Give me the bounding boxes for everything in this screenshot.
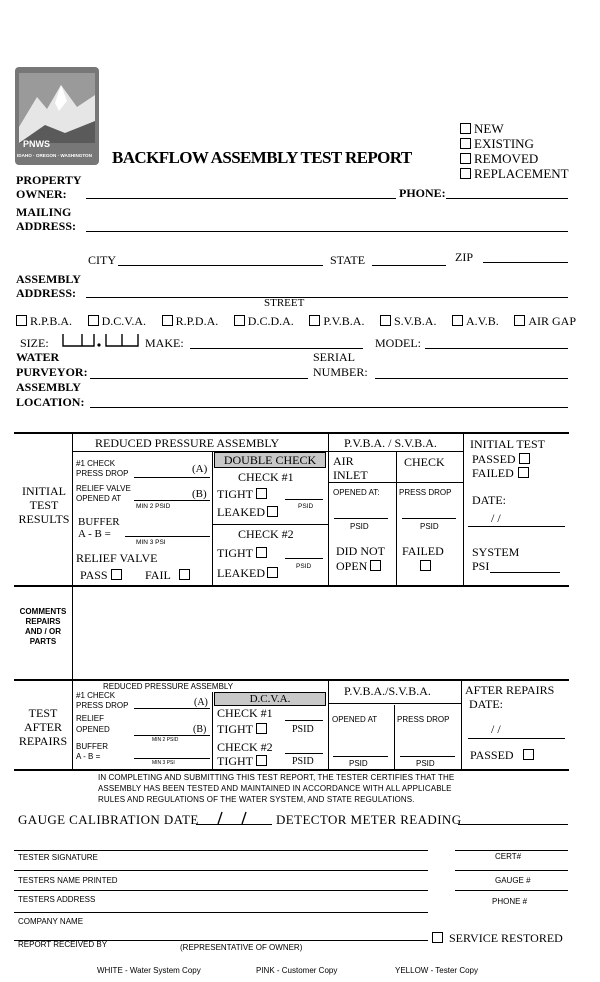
press-drop-label: PRESS DROP <box>399 488 452 497</box>
tight1-field[interactable] <box>285 499 323 500</box>
initial-test-header: INITIAL TEST <box>470 437 545 451</box>
street-label: STREET <box>264 297 305 309</box>
mailing-field[interactable] <box>86 231 568 232</box>
after-repairs-header: AFTER REPAIRS <box>465 683 555 697</box>
date-field[interactable] <box>468 526 565 527</box>
press-drop-field[interactable] <box>402 518 456 519</box>
company-name-line[interactable] <box>14 912 428 913</box>
date-slashes: / / <box>491 722 501 736</box>
representative-label: (REPRESENTATIVE OF OWNER) <box>180 943 303 952</box>
gauge-calibration-label: GAUGE CALIBRATION DATE <box>18 812 199 827</box>
zip-label: ZIP <box>455 250 473 264</box>
after-pvba-header: P.V.B.A./S.V.B.A. <box>344 684 431 698</box>
company-name-label: COMPANY NAME <box>18 917 84 926</box>
checkbox[interactable] <box>256 723 267 734</box>
after-press-drop: PRESS DROP <box>397 715 450 724</box>
checkbox[interactable] <box>179 569 190 580</box>
column-divider <box>72 681 73 770</box>
detector-meter-field[interactable] <box>458 824 568 825</box>
city-label: CITY <box>88 253 116 267</box>
column-divider <box>461 681 462 770</box>
make-field[interactable] <box>190 348 363 349</box>
city-field[interactable] <box>118 265 323 266</box>
column-divider <box>72 434 73 586</box>
check-label: CHECK <box>404 455 445 469</box>
logo-subtitle: IDAHO · OREGON · WASHINGTON <box>17 153 92 158</box>
after-check1-header: CHECK #1 <box>217 706 273 720</box>
cert-label: CERT# <box>495 852 522 861</box>
checkbox[interactable] <box>523 749 534 760</box>
rpa-header: REDUCED PRESSURE ASSEMBLY <box>95 436 280 450</box>
make-label: MAKE: <box>145 336 184 350</box>
date-label: DATE: <box>472 493 506 507</box>
psid-label: PSID <box>298 503 314 510</box>
section-divider <box>14 585 569 587</box>
type-rpda[interactable]: R.P.D.A. <box>162 314 219 329</box>
tester-name-label: TESTERS NAME PRINTED <box>18 876 118 885</box>
checkbox[interactable] <box>256 488 267 499</box>
psid-label: PSID <box>292 756 314 767</box>
initial-passed[interactable]: PASSED <box>472 452 533 467</box>
after-date-label: DATE: <box>469 697 503 711</box>
checkbox[interactable] <box>460 138 471 149</box>
copy-yellow: YELLOW - Tester Copy <box>395 966 478 975</box>
checkbox[interactable] <box>88 315 99 326</box>
after-side-label: TEST AFTER REPAIRS <box>18 706 68 748</box>
zip-field[interactable] <box>483 262 568 263</box>
after-passed[interactable]: PASSED <box>470 748 537 763</box>
copy-pink: PINK - Customer Copy <box>256 966 338 975</box>
status-option-new[interactable]: NEW <box>460 121 504 137</box>
tester-signature-label: TESTER SIGNATURE <box>18 853 98 862</box>
checkbox[interactable] <box>519 453 530 464</box>
psid-label: PSID <box>350 522 369 531</box>
report-received-label: REPORT RECEIVED BY <box>18 940 108 949</box>
page-title: BACKFLOW ASSEMBLY TEST REPORT <box>112 148 412 167</box>
section-divider <box>14 769 569 771</box>
after-check2-header: CHECK #2 <box>217 740 273 754</box>
state-field[interactable] <box>372 265 446 266</box>
certification-text: IN COMPLETING AND SUBMITTING THIS TEST REPORT, THE TESTER CERTIFIES THAT THE ASSEMBLY HAS BEEN TESTED AND MAINTAINED IN ACCORDANCE WITH ALL APPLICABLE RULES AND REGULATIONS OF THE WATER SYSTEM, AND STATE REGULATIONS. <box>98 773 455 804</box>
system-psi-label: SYSTEM PSI <box>472 545 520 573</box>
leaked1[interactable]: LEAKED <box>217 505 281 520</box>
after-check2-line[interactable] <box>285 753 323 754</box>
column-divider <box>212 452 213 585</box>
size-boxes[interactable] <box>62 332 140 348</box>
checkbox[interactable] <box>518 467 529 478</box>
relief-field[interactable] <box>134 500 210 501</box>
opened-at-field[interactable] <box>334 518 388 519</box>
column-divider <box>463 434 464 586</box>
status-option-removed[interactable]: REMOVED <box>460 151 538 167</box>
after-press-field[interactable] <box>400 756 455 757</box>
location-label: ASSEMBLY LOCATION: <box>16 380 85 409</box>
after-tight2[interactable]: TIGHT <box>217 754 270 769</box>
checkbox[interactable] <box>370 560 381 571</box>
tester-address-label: TESTERS ADDRESS <box>18 895 96 904</box>
b-label: (B) <box>192 488 207 500</box>
psid-label: PSID <box>420 522 439 531</box>
psid-label: PSID <box>292 724 314 735</box>
type-avb[interactable]: A.V.B. <box>452 314 499 329</box>
location-field[interactable] <box>90 407 568 408</box>
double-check-header: DOUBLE CHECK <box>214 452 326 468</box>
after-opened-field[interactable] <box>333 756 388 757</box>
column-divider <box>328 434 329 586</box>
system-psi-field[interactable] <box>490 572 560 573</box>
assembly-type-row <box>16 314 576 329</box>
assembly-address-label: ASSEMBLY ADDRESS: <box>16 272 81 300</box>
status-option-existing[interactable]: EXISTING <box>460 136 534 152</box>
after-buffer-field[interactable] <box>134 758 210 759</box>
checkbox[interactable] <box>267 506 278 517</box>
owner-label: PROPERTY OWNER: <box>16 173 82 201</box>
assembly-address-field[interactable] <box>86 297 568 298</box>
buffer-field[interactable] <box>125 536 210 537</box>
check-divider <box>212 524 328 525</box>
checkbox[interactable] <box>460 123 471 134</box>
checkbox[interactable] <box>514 315 525 326</box>
after-b-label: (B) <box>193 724 207 735</box>
serial-field[interactable] <box>375 378 568 379</box>
min2-label: MIN 2 PSID <box>136 503 171 510</box>
checkbox[interactable] <box>460 168 471 179</box>
pvba-header: P.V.B.A. / S.V.B.A. <box>344 436 437 450</box>
after-relief-field[interactable] <box>134 735 210 736</box>
state-label: STATE <box>330 253 366 267</box>
mountain-icon <box>15 67 99 165</box>
after-min2-label: MIN 2 PSID <box>152 737 179 743</box>
type-air-gap[interactable]: AIR GAP <box>514 314 576 329</box>
check1-label: #1 CHECK PRESS DROP <box>76 459 129 478</box>
did-not-open[interactable]: DID NOT OPEN <box>336 544 385 573</box>
serial-label: SERIAL NUMBER: <box>313 350 368 379</box>
date-slashes: / / <box>491 511 501 525</box>
air-inlet-label: AIR INLET <box>333 454 368 482</box>
after-check1-field[interactable] <box>134 708 210 709</box>
phone-label: PHONE: <box>399 186 446 200</box>
relief-pass[interactable]: PASS <box>80 568 125 583</box>
column-divider <box>396 452 397 585</box>
detector-meter-label: DETECTOR METER READING <box>276 812 462 827</box>
type-dcda[interactable]: D.C.D.A. <box>234 314 294 329</box>
a-label: (A) <box>192 463 208 475</box>
check1-header: CHECK #1 <box>238 470 294 484</box>
phone-number-label: PHONE # <box>492 897 528 906</box>
tight2-field[interactable] <box>285 558 323 559</box>
model-label: MODEL: <box>375 336 421 350</box>
check2-header: CHECK #2 <box>238 527 294 541</box>
pvba-divider <box>328 482 463 483</box>
comments-label: COMMENTS REPAIRS AND / OR PARTS <box>19 607 67 646</box>
tight2[interactable]: TIGHT <box>217 546 270 561</box>
signature-line[interactable] <box>14 850 428 851</box>
checkbox[interactable] <box>256 547 267 558</box>
status-option-replacement[interactable]: REPLACEMENT <box>460 166 569 182</box>
gauge-number-line[interactable] <box>455 870 568 871</box>
relief-valve-label: RELIEF VALVE <box>76 551 158 565</box>
column-divider <box>72 587 73 679</box>
checkbox[interactable] <box>256 755 267 766</box>
failed-check[interactable]: FAILED <box>402 544 444 574</box>
after-relief-label: RELIEF OPENED <box>76 714 110 734</box>
checkbox[interactable] <box>162 315 173 326</box>
section-divider <box>14 432 569 434</box>
after-min3-label: MIN 3 PSI <box>152 760 175 766</box>
after-tight1[interactable]: TIGHT <box>217 722 270 737</box>
column-divider <box>328 681 329 770</box>
min3-label: MIN 3 PSI <box>136 539 166 546</box>
after-rpa-header: REDUCED PRESSURE ASSEMBLY <box>103 682 234 691</box>
tester-address-line[interactable] <box>14 890 428 891</box>
section-divider <box>14 679 569 681</box>
psid-label: PSID <box>296 563 312 570</box>
checkbox[interactable] <box>380 315 391 326</box>
after-buffer-label: BUFFER A - B = <box>76 742 108 761</box>
size-label: SIZE: <box>20 336 49 350</box>
checkbox[interactable] <box>267 567 278 578</box>
checkbox[interactable] <box>460 153 471 164</box>
checkbox[interactable] <box>234 315 245 326</box>
cert-line[interactable] <box>455 850 568 851</box>
psid-label: PSID <box>349 759 368 768</box>
relief-label: RELIEF VALVE OPENED AT <box>76 484 131 503</box>
phone-number-line[interactable] <box>455 890 568 891</box>
after-check1-label: #1 CHECK PRESS DROP <box>76 691 129 710</box>
after-a-label: (A) <box>194 697 208 708</box>
owner-field[interactable] <box>86 198 396 199</box>
relief-fail[interactable]: FAIL <box>145 568 193 583</box>
model-field[interactable] <box>425 348 568 349</box>
checkbox[interactable] <box>309 315 320 326</box>
psid-label: PSID <box>416 759 435 768</box>
purveyor-field[interactable] <box>90 378 308 379</box>
checkbox[interactable] <box>16 315 27 326</box>
dcva-header: D.C.V.A. <box>214 692 326 706</box>
logo <box>15 67 99 165</box>
tester-name-line[interactable] <box>14 870 428 871</box>
pvba-divider <box>328 703 461 704</box>
buffer-label: BUFFER A - B = <box>78 516 120 540</box>
column-divider <box>394 705 395 770</box>
tight1[interactable]: TIGHT <box>217 487 270 502</box>
checkbox[interactable] <box>111 569 122 580</box>
purveyor-label: WATER PURVEYOR: <box>16 350 88 379</box>
after-date-field[interactable] <box>468 738 565 739</box>
type-svba[interactable]: S.V.B.A. <box>380 314 436 329</box>
date-slash-marks <box>210 810 260 826</box>
copy-white: WHITE - Water System Copy <box>97 966 201 975</box>
phone-field[interactable] <box>446 198 568 199</box>
leaked2[interactable]: LEAKED <box>217 566 281 581</box>
type-rpba[interactable]: R.P.B.A. <box>16 314 72 329</box>
gauge-number-label: GAUGE # <box>495 876 531 885</box>
type-dcva[interactable]: D.C.V.A. <box>88 314 146 329</box>
after-check1-line[interactable] <box>285 720 323 721</box>
logo-name: PNWS <box>23 139 50 149</box>
type-pvba[interactable]: P.V.B.A. <box>309 314 364 329</box>
checkbox[interactable] <box>432 932 443 943</box>
service-restored[interactable]: SERVICE RESTORED <box>432 931 563 946</box>
initial-failed[interactable]: FAILED <box>472 466 532 481</box>
after-opened-at: OPENED AT <box>332 715 378 724</box>
mailing-label: MAILING ADDRESS: <box>16 205 77 233</box>
checkbox[interactable] <box>420 560 431 571</box>
opened-at-label: OPENED AT: <box>333 488 380 497</box>
checkbox[interactable] <box>452 315 463 326</box>
check1-field[interactable] <box>134 477 210 478</box>
initial-side-label: INITIAL TEST RESULTS <box>18 484 70 526</box>
